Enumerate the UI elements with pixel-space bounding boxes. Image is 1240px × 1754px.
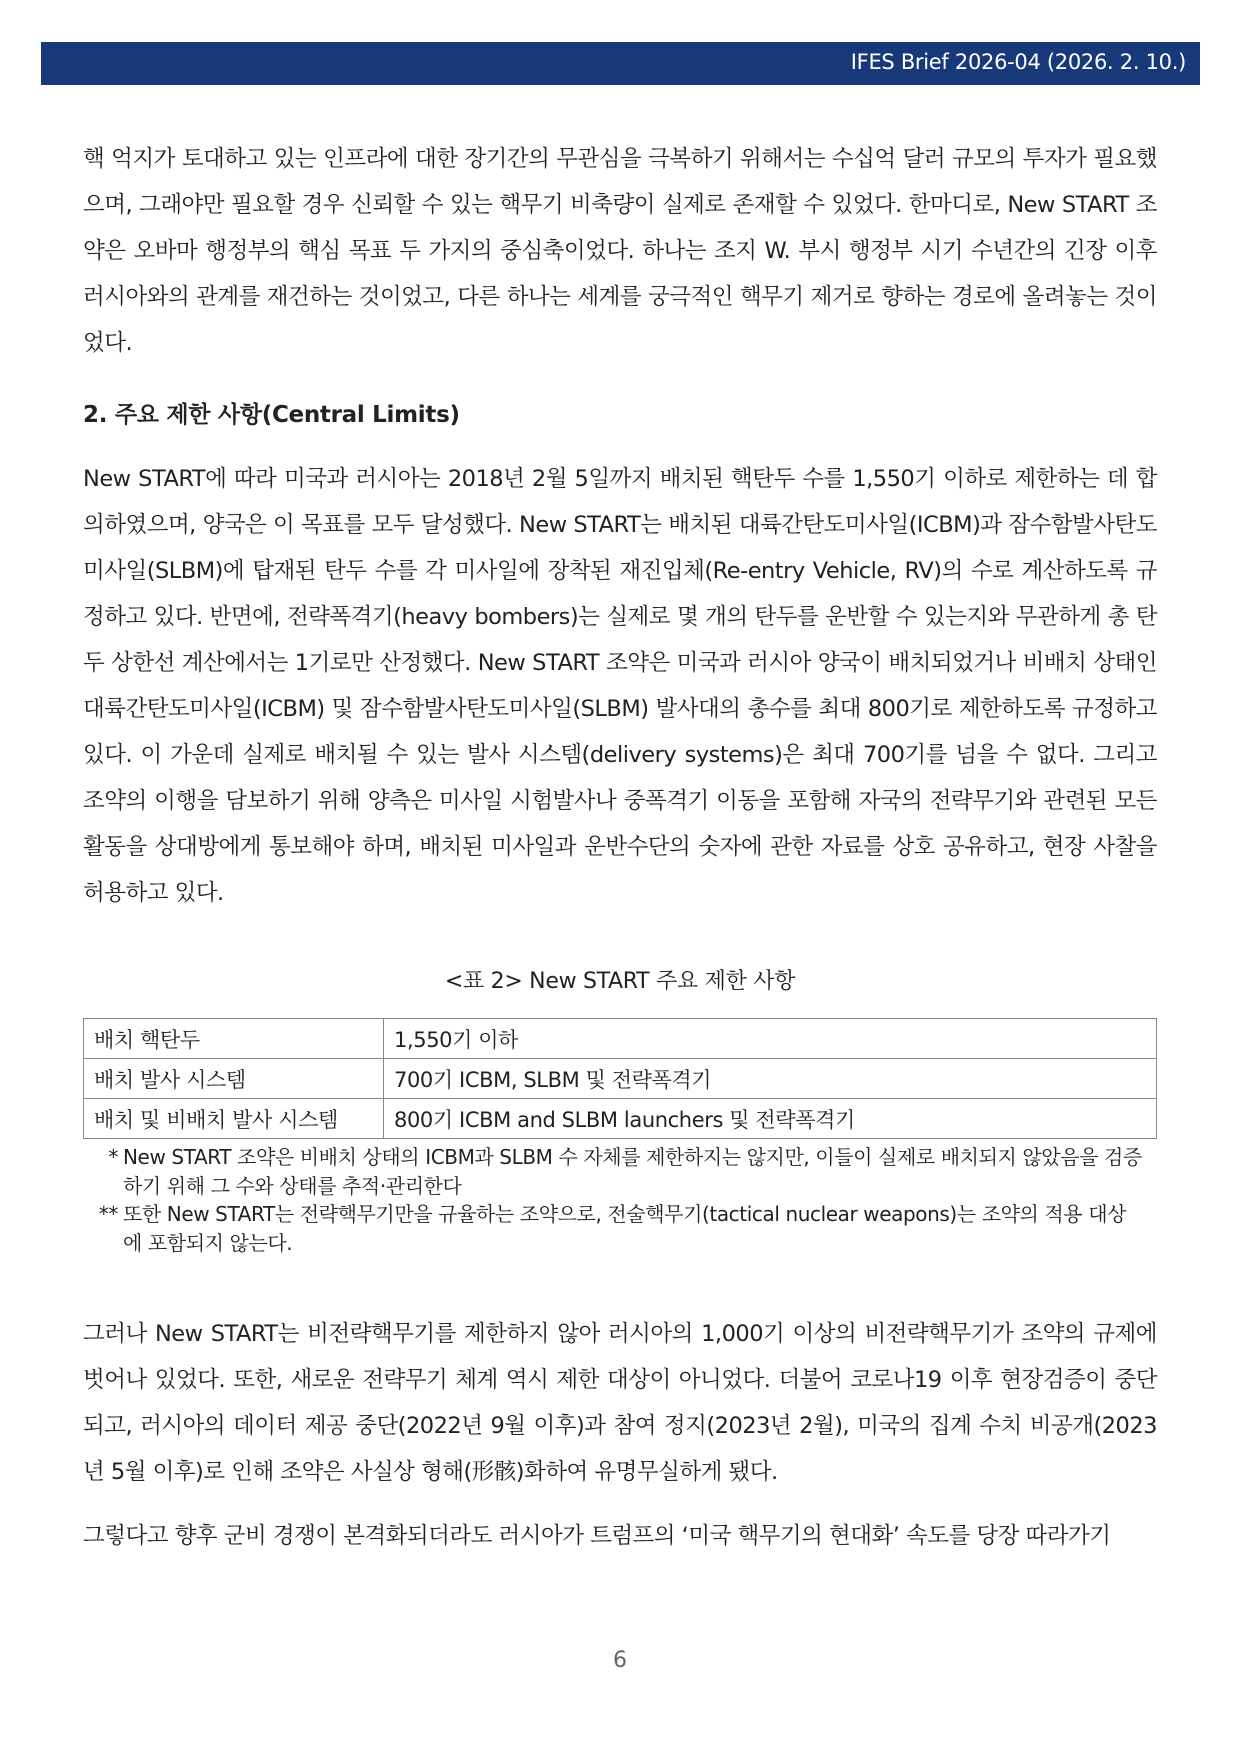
body-paragraph: 핵 억지가 토대하고 있는 인프라에 대한 장기간의 무관심을 극복하기 위해서는 수십억 달러 규모의 투자가 필요했으며, 그래야만 필요할 경우 신뢰할 수 있는 핵무기 비축량이 실제로 존재할 수 있었다. 한마디로, New START 조약은 오바마 행정부의 핵심 목표 두 가지의 중심축이었다. 하나는 조지 W. 부시 행정부 시기 수년간의 긴장 이후 러시아와의 관계를 재건하는 것이었고, 다른 하나는 세계를 궁극적인 핵무기 제거로 향하는 경로에 올려놓는 것이었다. <box>83 146 1157 356</box>
body-paragraph: 그러나 New START는 비전략핵무기를 제한하지 않아 러시아의 1,000기 이상의 비전략핵무기가 조약의 규제에 벗어나 있었다. 또한, 새로운 전략무기 체계 역시 제한 대상이 아니었다. 더불어 코로나19 이후 현장검증이 중단되고, 러시아의 데이터 제공 중단(2022년 9월 이후)과 참여 정지(2023년 2월), 미국의 집계 수치 비공개(2023년 5월 이후)로 인해 조약은 사실상 형해(形骸)화하여 유명무실하게 됐다. <box>83 1321 1157 1485</box>
table-cell-value: 800기 ICBM and SLBM launchers 및 전략폭격기 <box>384 1099 1157 1139</box>
note-mark: * <box>108 1145 118 1169</box>
header-title: IFES Brief 2026-04 (2026. 2. 10.) <box>850 50 1186 74</box>
table-row <box>84 1059 1157 1099</box>
body-paragraph: New START에 따라 미국과 러시아는 2018년 2월 5일까지 배치된 핵탄두 수를 1,550기 이하로 제한하는 데 합의하였으며, 양국은 이 목표를 모두 달성했다. New START는 배치된 대륙간탄도미사일(ICBM)과 잠수함발사탄도미사일(SLBM)에 탑재된 탄두 수를 각 미사일에 장착된 재진입체(Re-entry Vehicle, RV)의 수로 계산하도록 규정하고 있다. 반면에, 전략폭격기(heavy bombers)는 실제로 몇 개의 탄두를 운반할 수 있는지와 무관하게 총 탄두 상한선 계산에서는 1기로만 산정했다. New START 조약은 미국과 러시아 양국이 배치되었거나 비배치 상태인 대륙간탄도미사일(ICBM) 및 잠수함발사탄도미사일(SLBM) 발사대의 총수를 최대 800기로 제한하도록 규정하고 있다. 이 가운데 실제로 배치될 수 있는 발사 시스템(delivery systems)은 최대 700기를 넘을 수 없다. 그리고 조약의 이행을 담보하기 위해 양측은 미사일 시험발사나 중폭격기 이동을 포함해 자국의 전략무기와 관련된 모든 활동을 상대방에게 통보해야 하며, 배치된 미사일과 운반수단의 숫자에 관한 자료를 상호 공유하고, 현장 사찰을 허용하고 있다. <box>83 466 1157 906</box>
table-cell-label: 배치 핵탄두 <box>84 1019 384 1059</box>
note-text: New START 조약은 비배치 상태의 ICBM과 SLBM 수 자체를 제한하지는 않지만, 이들이 실제로 배치되지 않았음을 검증하기 위해 그 수와 상태를 추적·관리한다 <box>123 1145 1142 1198</box>
note-text: 또한 New START는 전략핵무기만을 규율하는 조약으로, 전술핵무기(tactical nuclear weapons)는 조약의 적용 대상에 포함되지 않는다. <box>123 1202 1127 1255</box>
table-cell-value: 1,550기 이하 <box>384 1019 1157 1059</box>
table-row <box>84 1099 1157 1139</box>
table-row <box>84 1019 1157 1059</box>
table-note <box>93 1200 1143 1258</box>
table-note <box>93 1143 1143 1201</box>
page-number: 6 <box>613 1648 627 1673</box>
table-caption: <표 2> New START 주요 제한 사항 <box>444 969 796 994</box>
note-mark: ** <box>98 1202 118 1226</box>
section-heading: 2. 주요 제한 사항(Central Limits) <box>83 402 460 428</box>
header-bar <box>41 42 1200 85</box>
limits-table <box>83 1018 1157 1139</box>
table-cell-label: 배치 발사 시스템 <box>84 1059 384 1099</box>
table-cell-value: 700기 ICBM, SLBM 및 전략폭격기 <box>384 1059 1157 1099</box>
body-paragraph: 그렇다고 향후 군비 경쟁이 본격화되더라도 러시아가 트럼프의 ‘미국 핵무기의 현대화’ 속도를 당장 따라가기 <box>83 1523 1111 1549</box>
table-cell-label: 배치 및 비배치 발사 시스템 <box>84 1099 384 1139</box>
